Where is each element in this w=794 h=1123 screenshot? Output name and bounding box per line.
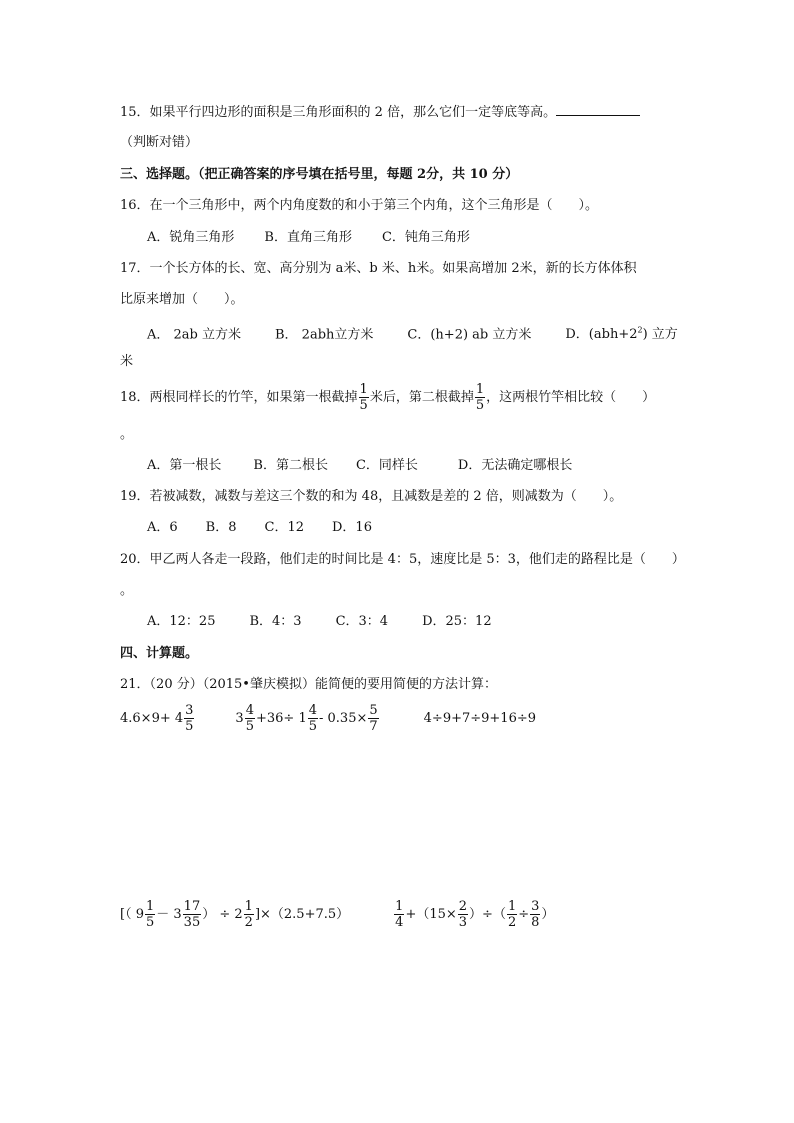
question-16-options: [147, 228, 470, 248]
option-b: B． 2abh立方米: [275, 327, 374, 343]
option-a: A．第一根长: [147, 458, 222, 473]
question-17-wrap: 米: [120, 354, 134, 369]
fraction: $\frac{1}{5}$: [475, 382, 485, 413]
option-c: C．同样长: [355, 458, 418, 473]
expression-2: 3 $\frac{4}{5}$ +36÷ 1 $\frac{4}{5}$ - 0.35× $\frac{5}{7}$: [235, 703, 378, 734]
question-20-wrap: 。: [120, 583, 134, 598]
question-18-options: [147, 456, 572, 476]
question-15-text: 15．如果平行四边形的面积是三角形面积的 2 倍，那么它们一定等底等高。: [120, 105, 557, 120]
expression-row-2: [120, 898, 554, 932]
question-15: [120, 103, 640, 123]
question-15-note: （判断对错）: [120, 135, 199, 150]
option-c: C．钝角三角形: [381, 230, 470, 245]
option-a: A．锐角三角形: [147, 230, 235, 245]
question-19-options: [147, 518, 372, 538]
question-20: 20．甲乙两人各走一段路，他们走的时间比是 4：5，速度比是 5：3，他们走的路程比是（ ）: [120, 552, 685, 567]
option-b: B．8: [205, 520, 237, 535]
option-a: A． 2ab 立方米: [147, 327, 241, 343]
option-d: D．无法确定哪根长: [457, 458, 573, 473]
question-19: 19．若被减数，减数与差这三个数的和为 48，且减数是差的 2 倍，则减数为（ ）。: [120, 489, 623, 504]
option-c: C．(h+2) ab 立方米: [407, 327, 532, 343]
section-4-title: 四、计算题。: [120, 646, 199, 661]
option-d: D．16: [332, 520, 372, 535]
option-b: B．第二根长: [253, 458, 328, 473]
option-d: D．25：12: [422, 614, 492, 629]
question-18-wrap: 。: [120, 427, 134, 442]
option-c: C．3：4: [335, 614, 389, 629]
expression-5: $\frac{1}{4}$ +（15× $\frac{2}{3}$ ）÷（ $\frac{1}{2}$ ÷ $\frac{3}{8}$ ）: [395, 899, 555, 930]
option-d: D．$(abh+2^2)$ 立方: [565, 326, 678, 343]
option-b: B．4：3: [249, 614, 302, 629]
option-c: C．12: [264, 520, 304, 535]
question-17-options: [147, 321, 678, 345]
option-a: A．12：25: [147, 614, 216, 629]
expression-1: 4.6×9+ 4 $\frac{3}{5}$: [120, 703, 194, 734]
option-b: B．直角三角形: [264, 230, 352, 245]
question-21: 21．（20 分）（2015•肇庆模拟）能简便的要用简便的方法计算：: [120, 677, 497, 692]
question-16: 16．在一个三角形中，两个内角度数的和小于第三个内角，这个三角形是（ ）。: [120, 198, 599, 213]
expression-row-1: [120, 702, 536, 736]
fraction: $\frac{1}{5}$: [359, 382, 368, 413]
section-3-title: 三、选择题。（把正确答案的序号填在括号里，每题 2分，共 10 分）: [120, 167, 519, 182]
expression-4: [（ 9 $\frac{1}{5}$ － 3 $\frac{17}{35}$ ） ÷ 2 $\frac{1}{2}$ ]×（2.5+7.5）: [120, 899, 350, 930]
expression-3: 4÷9+7÷9+16÷9: [423, 711, 537, 726]
question-17-line2: 比原来增加（ ）。: [120, 292, 244, 307]
question-18: 18．两根同样长的竹竿，如果第一根截掉 $\frac{1}{5}$ 米后，第二根截掉 $\frac{1}{5}$ ，这两根竹竿相比较（ ）: [120, 382, 656, 413]
question-17-line1: 17．一个长方体的长、宽、高分别为 a米、b 米、h米。如果高增加 2米，新的长方体体积: [120, 261, 637, 276]
question-20-options: [147, 612, 492, 632]
answer-blank: [556, 103, 640, 116]
option-a: A．6: [147, 520, 178, 535]
